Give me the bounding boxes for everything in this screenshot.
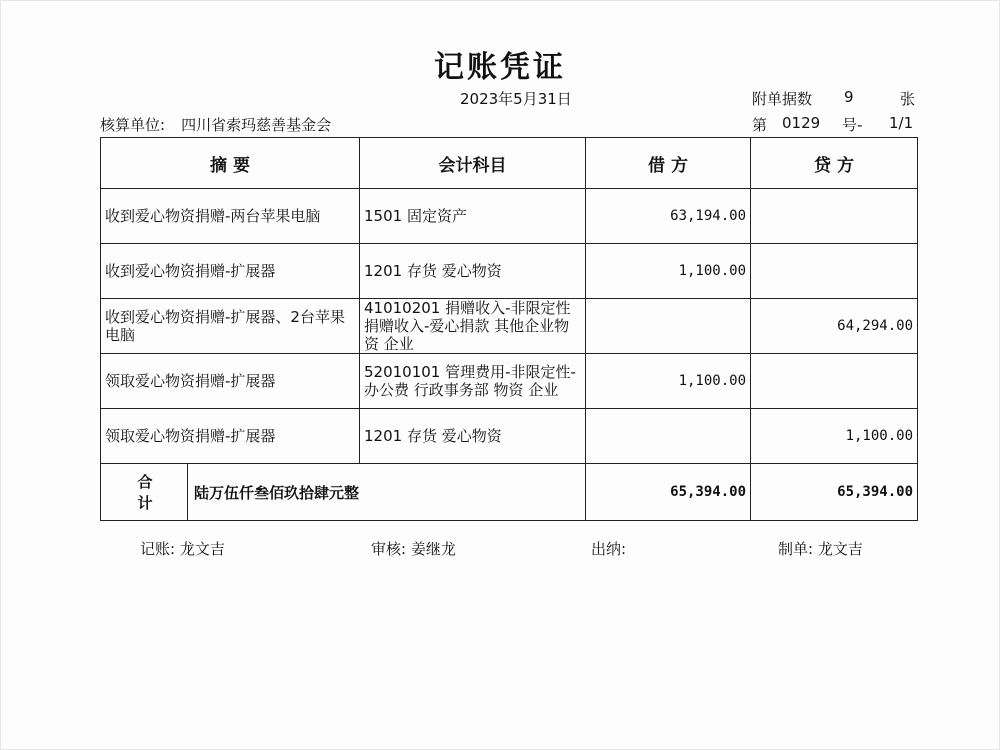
row-summary: 收到爱心物资捐赠-扩展器: [101, 244, 360, 299]
row-credit: 1,100.00: [751, 409, 918, 464]
attachment-label: 附单据数: [752, 90, 813, 108]
bookkeeper: 记账: 龙文吉: [140, 540, 225, 558]
voucher-prefix: 第: [752, 116, 768, 134]
accounting-unit-value: 四川省索玛慈善基金会: [181, 116, 332, 134]
reviewer: 审核: 姜继龙: [371, 540, 456, 558]
total-debit: 65,394.00: [586, 464, 751, 521]
row-credit: [751, 189, 918, 244]
table-row: [101, 354, 918, 409]
row-debit: 1,100.00: [586, 244, 751, 299]
total-credit: 65,394.00: [751, 464, 918, 521]
table-row: [101, 244, 918, 299]
voucher-number-value: 0129: [782, 114, 821, 132]
cashier: 出纳:: [591, 540, 627, 558]
row-debit: [586, 409, 751, 464]
header-debit: 借 方: [586, 138, 751, 189]
row-debit: 63,194.00: [586, 189, 751, 244]
preparer: 制单: 龙文吉: [778, 540, 863, 558]
row-account: 41010201 捐赠收入-非限定性捐赠收入-爱心捐款 其他企业物资 企业: [360, 299, 586, 354]
total-label: 合 计: [101, 464, 188, 520]
header-account: 会计科目: [360, 138, 586, 189]
table-row: [101, 299, 918, 354]
document-title: 记账凭证: [434, 50, 566, 85]
header-credit: 贷 方: [751, 138, 918, 189]
row-debit: 1,100.00: [586, 354, 751, 409]
row-account: 52010101 管理费用-非限定性-办公费 行政事务部 物资 企业: [360, 354, 586, 409]
total-amount-words: 陆万伍仟叁佰玖拾肆元整: [194, 483, 360, 502]
voucher-page: 1/1: [889, 114, 914, 132]
row-account: 1201 存货 爱心物资: [360, 244, 586, 299]
voucher-number: [752, 114, 917, 134]
row-account: 1501 固定资产: [360, 189, 586, 244]
row-debit: [586, 299, 751, 354]
row-summary: 领取爱心物资捐赠-扩展器: [101, 354, 360, 409]
row-summary: 领取爱心物资捐赠-扩展器: [101, 409, 360, 464]
accounting-unit-label: 核算单位:: [100, 116, 166, 134]
voucher-table: [100, 137, 918, 521]
accounting-unit: [100, 114, 331, 135]
table-header-row: [101, 138, 918, 189]
table-row: [101, 409, 918, 464]
total-row: [101, 464, 918, 521]
table-row: [101, 189, 918, 244]
row-credit: 64,294.00: [751, 299, 918, 354]
voucher-date: 2023年5月31日: [460, 90, 572, 108]
voucher-suffix: 号-: [842, 116, 863, 134]
row-summary: 收到爱心物资捐赠-扩展器、2台苹果电脑: [101, 299, 360, 354]
attachment-number: 9: [844, 88, 854, 106]
row-account: 1201 存货 爱心物资: [360, 409, 586, 464]
total-cell: [101, 464, 586, 521]
row-credit: [751, 244, 918, 299]
header-summary: 摘 要: [101, 138, 360, 189]
attachment-unit: 张: [900, 90, 916, 108]
row-credit: [751, 354, 918, 409]
row-summary: 收到爱心物资捐赠-两台苹果电脑: [101, 189, 360, 244]
